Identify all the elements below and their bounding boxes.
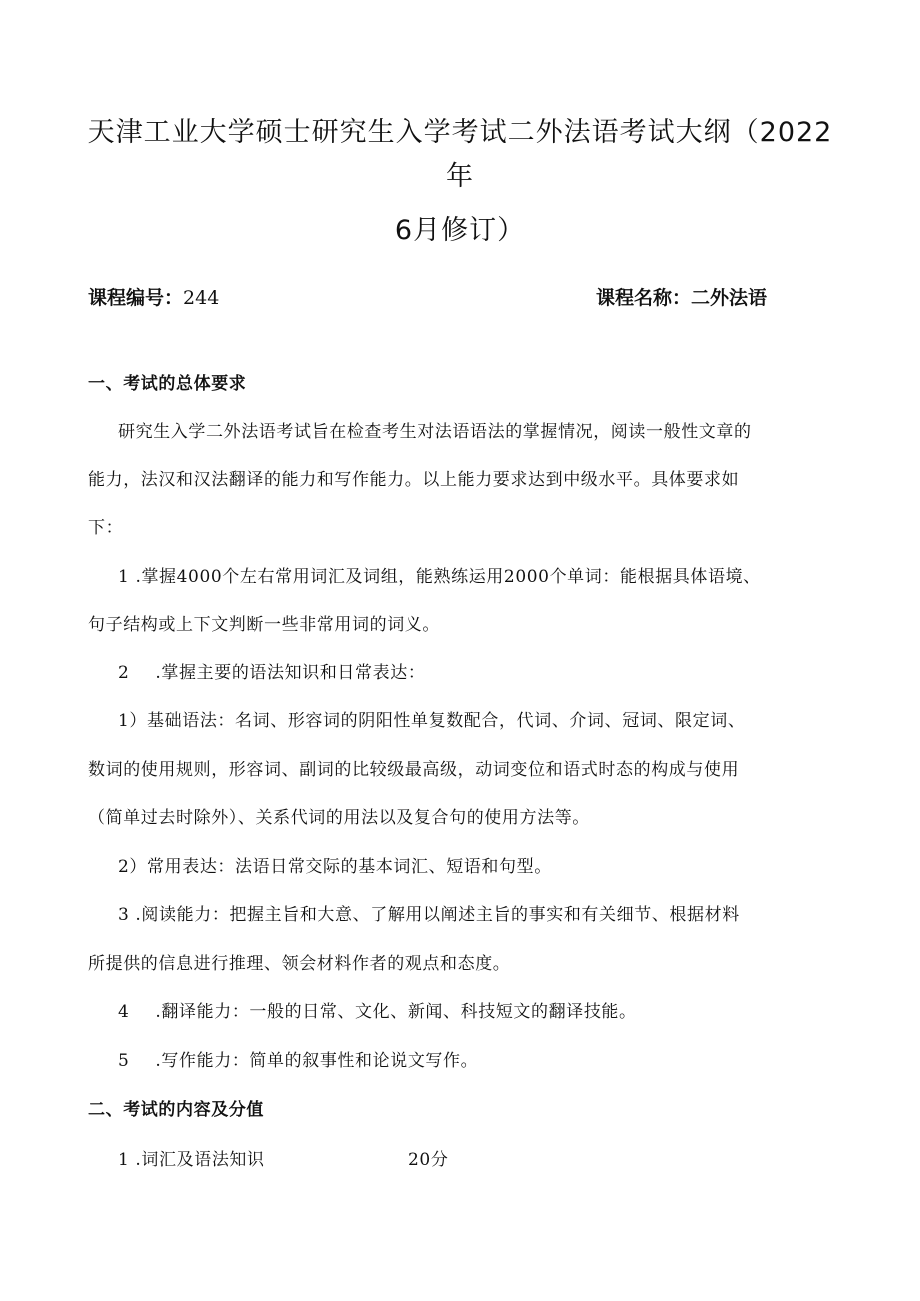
section2-heading: 二、考试的内容及分值 [88, 1100, 264, 1120]
title-line-3: 6月修订） [394, 215, 526, 246]
course-code-value: 244 [183, 287, 220, 309]
item3-line-1: 3 .阅读能力：把握主旨和大意、了解用以阐述主旨的事实和有关细节、根据材料 [118, 905, 740, 925]
section2-item-1 [118, 1145, 518, 1170]
item2-number: 2 [118, 663, 130, 683]
course-code [88, 283, 219, 310]
item4-text: .翻译能力：一般的日常、文化、新闻、科技短文的翻译技能。 [155, 1002, 637, 1022]
title-line-2: 年 [446, 161, 474, 192]
item5-text: .写作能力：简单的叙事性和论说文写作。 [155, 1051, 479, 1071]
intro-line-1: 研究生入学二外法语考试旨在检查考生对法语语法的掌握情况，阅读一般性文章的 [118, 422, 752, 442]
item1-number: 1 [118, 567, 130, 587]
item4-number: 4 [118, 1002, 130, 1022]
sub1-line-3: （简单过去时除外）、关系代词的用法以及复合句的使用方法等。 [88, 808, 590, 828]
item3-line-2: 所提供的信息进行推理、领会材料作者的观点和态度。 [88, 954, 511, 974]
sub2: 2）常用表达：法语日常交际的基本词汇、短语和句型。 [118, 857, 552, 877]
course-name [596, 283, 767, 310]
item5 [118, 1046, 478, 1071]
item5-number: 5 [118, 1051, 130, 1071]
course-name-value: 二外法语 [691, 287, 768, 309]
item2 [118, 658, 425, 683]
item1-text: .掌握4000个左右常用词汇及词组，能熟练运用2000个单词：能根据具体语境、 [135, 567, 761, 587]
section2-item-label: 1 .词汇及语法知识 [118, 1150, 265, 1170]
item1-line-1 [118, 562, 761, 587]
intro-line-3: 下： [88, 518, 124, 538]
course-name-label: 课程名称： [596, 287, 692, 309]
item2-text: .掌握主要的语法知识和日常表达： [155, 663, 426, 683]
sub1-line-2: 数词的使用规则，形容词、副词的比较级最高级，动词变位和语式时态的构成与使用 [88, 760, 740, 780]
section2-item-score: 20分 [408, 1150, 449, 1170]
title-line-1: 天津工业大学硕士研究生入学考试二外法语考试大纲（2022 [87, 117, 833, 148]
sub1-line-1: 1）基础语法：名词、形容词的阴阳性单复数配合，代词、介词、冠词、限定词、 [118, 711, 746, 731]
item4 [118, 997, 637, 1022]
course-code-label: 课程编号： [88, 287, 184, 309]
item1-line-2: 句子结构或上下文判断一些非常用词的词义。 [88, 615, 440, 635]
intro-line-2: 能力，法汉和汉法翻译的能力和写作能力。以上能力要求达到中级水平。具体要求如 [88, 470, 740, 490]
section1-heading: 一、考试的总体要求 [88, 374, 247, 394]
